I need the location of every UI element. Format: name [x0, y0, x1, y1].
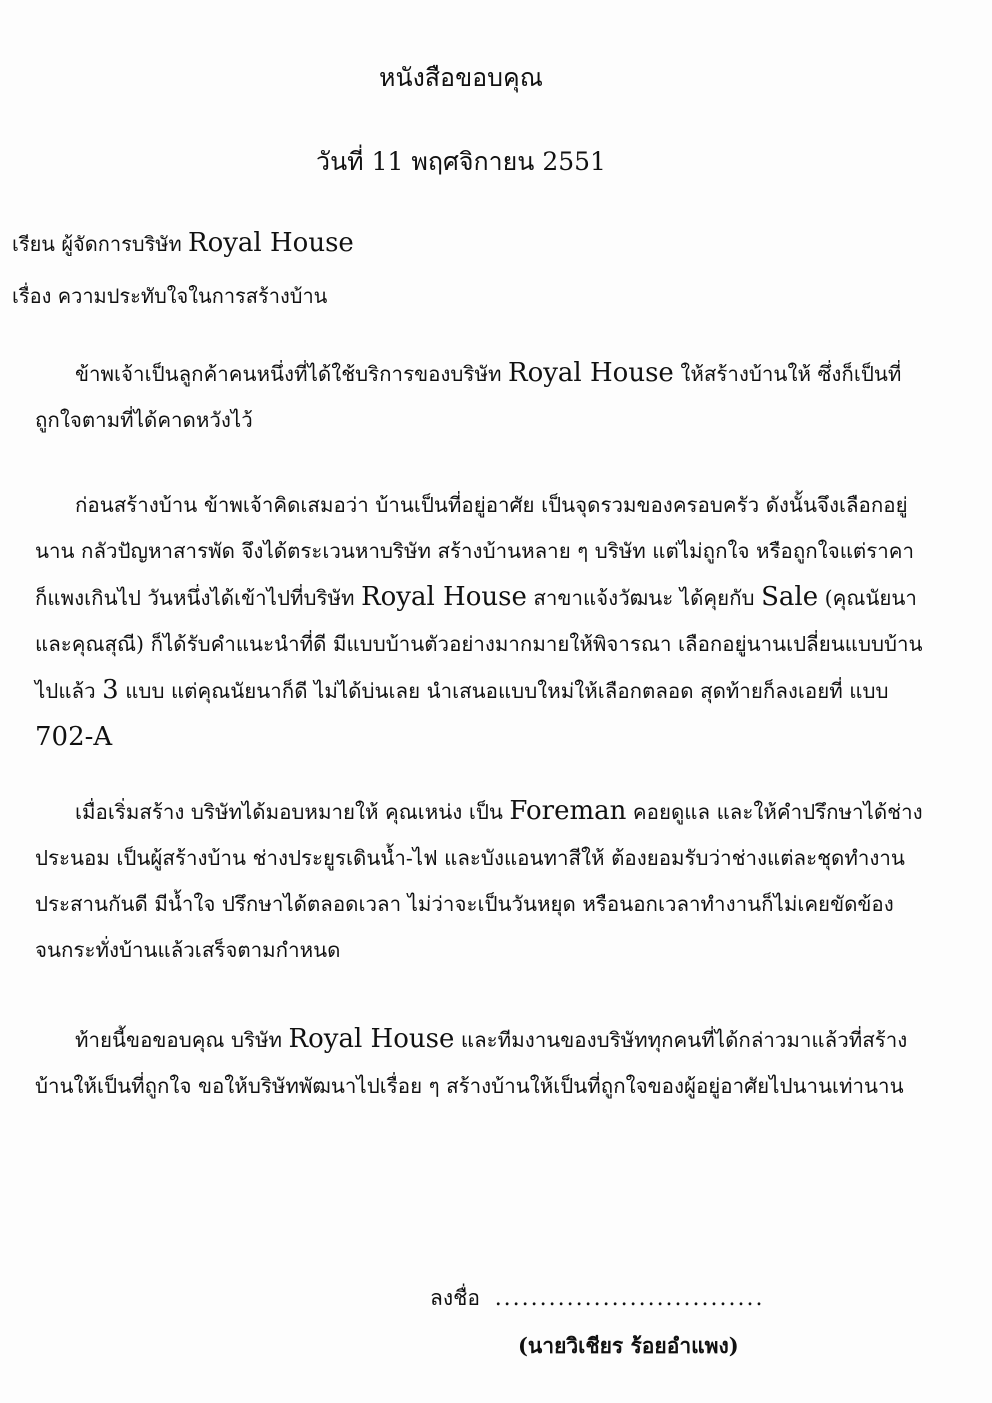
paragraph-2-company: Royal House	[361, 582, 527, 612]
paragraph-2-text-c: สาขาแจ้งวัฒนะ ได้คุยกับ	[533, 586, 755, 610]
paragraph-4	[35, 1016, 925, 1109]
paragraph-4-text-a: ท้ายนี้ขอขอบคุณ บริษัท	[75, 1028, 283, 1052]
paragraph-4-company: Royal House	[288, 1024, 455, 1054]
paragraph-1-company: Royal House	[508, 358, 674, 388]
signature-line	[430, 1282, 764, 1315]
signer-name: (นายวิเชียร ร้อยอำแพง)	[518, 1333, 739, 1358]
paragraph-3-text-c: คอยดูแล และให้คำปรึกษาได้ช่างประนอม เป็นผู้สร้างบ้าน ช่างประยูรเดินน้ำ-ไฟ และบังแอนทาสีให้ ต้องยอมรับว่าช่างแต่ละชุดทำงานประสานกันดี มีน้ำใจ ปรึกษาได้ตลอดเวลา ไม่ว่าจะเป็นวันหยุด หรือนอกเวลาทำงานก็ไม่เคยขัดข้อง จนกระทั่งบ้านแล้วเสร็จตามกำหนด	[35, 800, 923, 962]
paragraph-2-text-g: แบบ แต่คุณนัยนาก็ดี ไม่ได้บ่นเลย นำเสนอแบบใหม่ให้เลือกตลอด สุดท้ายก็ลงเอยที่ แบบ	[125, 679, 889, 703]
paragraph-2-model: 702-A	[35, 722, 113, 752]
paragraph-1-text-a: ข้าพเจ้าเป็นลูกค้าคนหนึ่งที่ได้ใช้บริการของบริษัท	[75, 362, 502, 386]
paragraph-2-text-a: ก่อนสร้างบ้าน ข้าพเจ้าคิดเสมอว่า บ้านเป็นที่อยู่อาศัย เป็นจุดรวมของครอบครัว ดังนั้นจึงเลือกอยู่นาน กลัวปัญหาสารพัด จึงได้ตระเวนหาบริษัท สร้างบ้านหลาย ๆ บริษัท แต่ไม่ถูกใจ หรือถูกใจแต่ราคาก็แพงเกินไป วันหนึ่งได้เข้าไปที่บริษัท	[35, 493, 914, 610]
paragraph-2-text-e: (คุณนัยนา และคุณสุณี) ก็ได้รับคำแนะนำที่ดี มีแบบบ้านตัวอย่างมากมายให้พิจารณา เลือกอยู่นานเปลี่ยนแบบบ้านไปแล้ว	[35, 586, 923, 703]
signature-label: ลงชื่อ	[430, 1286, 480, 1310]
subject-line: เรื่อง ความประทับใจในการสร้างบ้าน	[12, 284, 328, 308]
paragraph-3	[35, 788, 925, 973]
paragraph-2-count: 3	[102, 675, 119, 705]
paragraph-1-text-c: ให้สร้างบ้านให้ ซึ่งก็เป็นที่ถูกใจตามที่ได้คาดหวังไว้	[35, 362, 902, 432]
paragraph-1	[35, 350, 925, 443]
recipient-company: Royal House	[188, 228, 354, 258]
paragraph-2	[35, 482, 925, 761]
recipient-line	[12, 228, 354, 260]
letter-title: หนังสือขอบคุณ	[379, 63, 543, 92]
recipient-label: เรียน ผู้จัดการบริษัท	[12, 232, 182, 256]
paragraph-4-text-c: และทีมงานของบริษัททุกคนที่ได้กล่าวมาแล้วที่สร้างบ้านให้เป็นที่ถูกใจ ขอให้บริษัทพัฒนาไปเรื่อย ๆ สร้างบ้านให้เป็นที่ถูกใจของผู้อยู่อาศัยไปนานเท่านาน	[35, 1028, 908, 1098]
paragraph-2-sale: Sale	[761, 582, 819, 612]
paragraph-3-text-a: เมื่อเริ่มสร้าง บริษัทได้มอบหมายให้ คุณเหน่ง เป็น	[75, 800, 503, 824]
paragraph-3-foreman: Foreman	[509, 796, 627, 826]
letter-date: วันที่ 11 พฤศจิกายน 2551	[316, 147, 606, 176]
signature-dotted-line: ..............................	[494, 1286, 765, 1311]
